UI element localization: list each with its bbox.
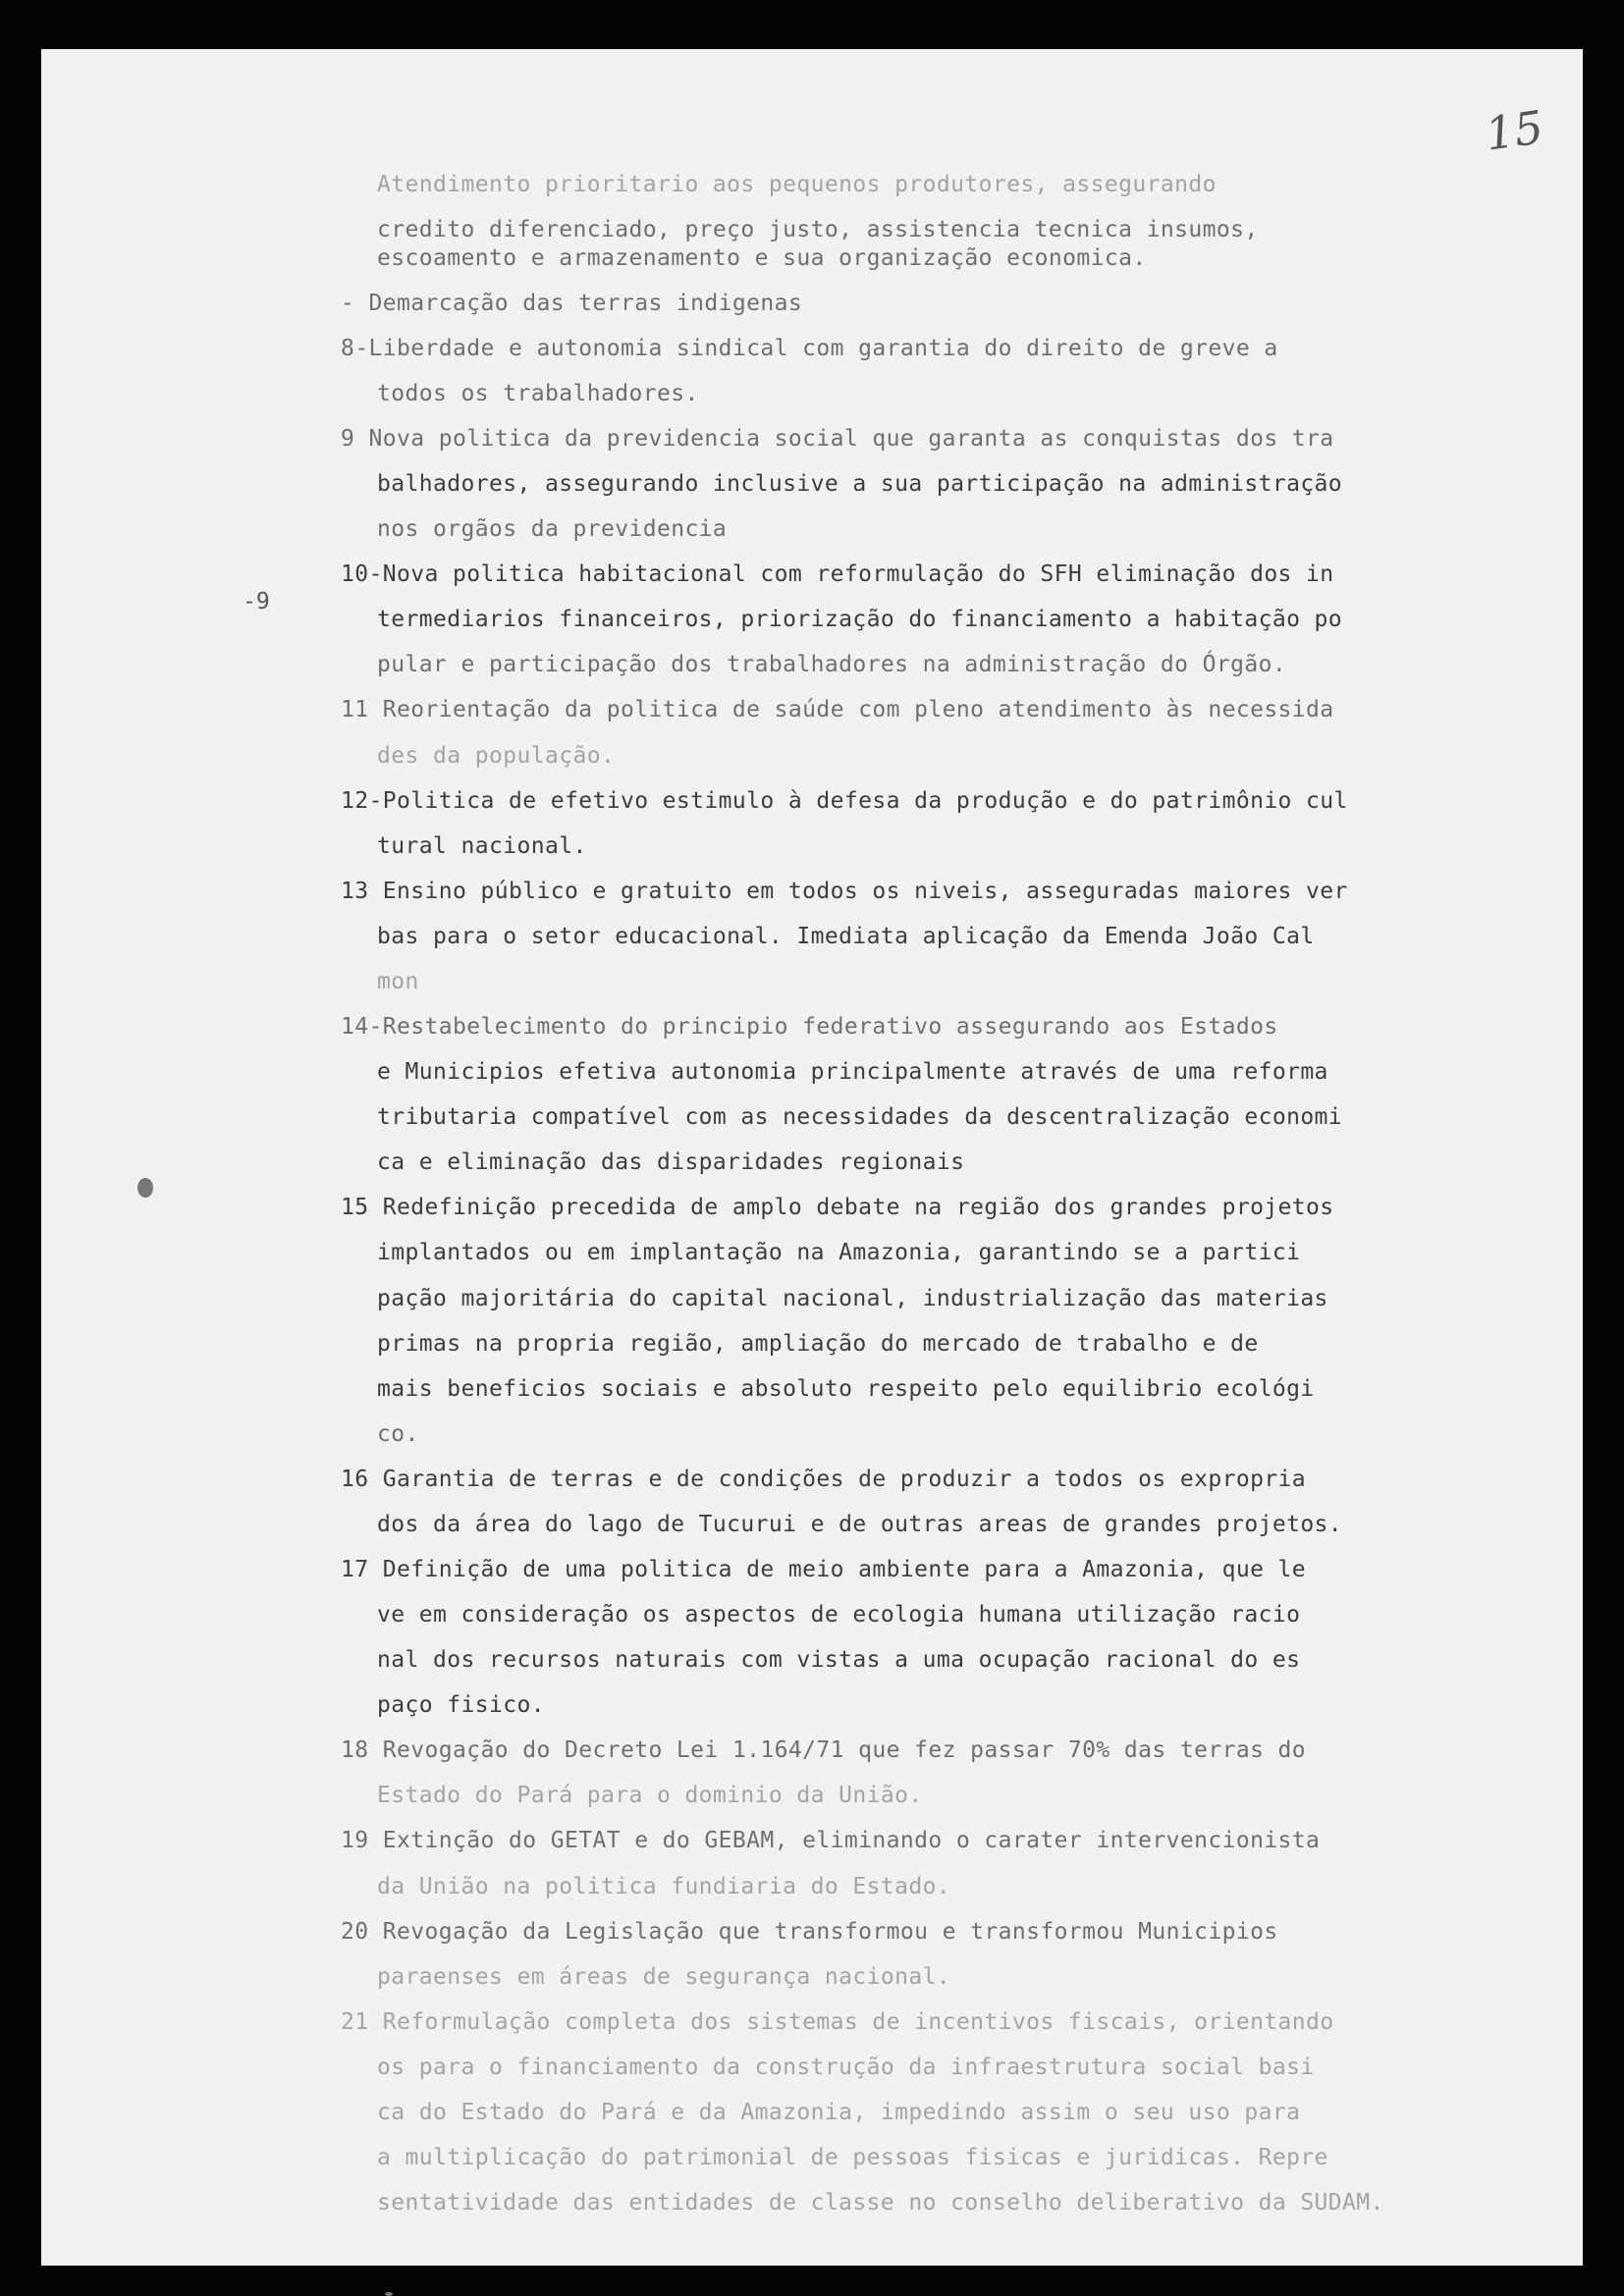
scan-speck <box>137 1178 153 1198</box>
document-line: termediarios financeiros, priorização do financiamento a habitação po <box>377 607 1343 633</box>
document-line: 12-Politica de efetivo estimulo à defesa da produção e do patrimônio cul <box>341 787 1348 814</box>
document-body <box>41 49 1583 2266</box>
document-line: 11 Reorientação da politica de saúde com pleno atendimento às necessida <box>341 697 1334 723</box>
document-line: 18 Revogação do Decreto Lei 1.164/71 que fez passar 70% das terras do <box>341 1737 1307 1764</box>
document-line: Estado do Pará para o dominio da União. <box>377 1783 923 1809</box>
document-line: pação majoritária do capital nacional, industrialização das materias <box>377 1285 1328 1311</box>
document-line: 20 Revogação da Legislação que transformou e transformou Municipios <box>341 1918 1278 1945</box>
document-line: 10-Nova politica habitacional com reformulação do SFH eliminação dos in <box>341 561 1334 588</box>
scan-speck <box>385 2292 393 2296</box>
document-line: ve em consideração os aspectos de ecologia humana utilização racio <box>377 1602 1301 1629</box>
document-line: 21 Reformulação completa dos sistemas de incentivos fiscais, orientando <box>341 2008 1334 2035</box>
document-line: escoamento e armazenamento e sua organização economica. <box>377 244 1147 271</box>
document-line: des da população. <box>377 742 616 769</box>
document-line: e Municipios efetiva autonomia principalmente através de uma reforma <box>377 1059 1328 1086</box>
document-line: paço fisico. <box>377 1692 545 1719</box>
document-line: 9 Nova politica da previdencia social que garanta as conquistas dos tra <box>341 426 1334 452</box>
document-line: 15 Redefinição precedida de amplo debate na região dos grandes projetos <box>341 1195 1334 1221</box>
document-line: co. <box>377 1420 419 1447</box>
document-line: - Demarcação das terras indigenas <box>341 290 803 316</box>
document-line: Atendimento prioritario aos pequenos produtores, assegurando <box>377 171 1217 197</box>
document-line: todos os trabalhadores. <box>377 380 699 406</box>
document-line: dos da área do lago de Tucurui e de outras areas de grandes projetos. <box>377 1511 1343 1537</box>
document-line: sentatividade das entidades de classe no conselho deliberativo da SUDAM. <box>377 2190 1384 2216</box>
margin-note: -9 <box>243 589 270 614</box>
document-line: balhadores, assegurando inclusive a sua participação na administração <box>377 471 1343 498</box>
document-line: pular e participação dos trabalhadores na administração do Órgão. <box>377 652 1287 678</box>
document-line: mon <box>377 968 419 994</box>
document-line: primas na propria região, ampliação do mercado de trabalho e de <box>377 1330 1259 1357</box>
document-page <box>41 49 1583 2266</box>
document-line: mais beneficios sociais e absoluto respeito pelo equilibrio ecológi <box>377 1375 1315 1402</box>
document-line: 19 Extinção do GETAT e do GEBAM, eliminando o carater intervencionista <box>341 1828 1321 1854</box>
document-line: tributaria compatível com as necessidades da descentralização economi <box>377 1104 1343 1131</box>
document-line: nos orgãos da previdencia <box>377 516 728 543</box>
handwritten-page-number: 15 <box>1482 100 1547 161</box>
document-line: paraenses em áreas de segurança nacional. <box>377 1963 951 1990</box>
document-line: tural nacional. <box>377 832 587 859</box>
document-line: credito diferenciado, preço justo, assistencia tecnica insumos, <box>377 216 1259 242</box>
document-line: a multiplicação do patrimonial de pessoas fisicas e juridicas. Repre <box>377 2145 1328 2171</box>
document-line: os para o financiamento da construção da infraestrutura social basi <box>377 2054 1315 2080</box>
document-line: nal dos recursos naturais com vistas a uma ocupação racional do es <box>377 1647 1301 1674</box>
document-line: 13 Ensino público e gratuito em todos os niveis, asseguradas maiores ver <box>341 878 1348 904</box>
document-line: bas para o setor educacional. Imediata aplicação da Emenda João Cal <box>377 923 1315 949</box>
document-line: ca e eliminação das disparidades regionais <box>377 1149 965 1176</box>
document-line: 16 Garantia de terras e de condições de produzir a todos os expropria <box>341 1466 1307 1492</box>
document-line: 14-Restabelecimento do principio federativo assegurando aos Estados <box>341 1014 1278 1041</box>
document-line: 17 Definição de uma politica de meio ambiente para a Amazonia, que le <box>341 1557 1307 1582</box>
document-line: ca do Estado do Pará e da Amazonia, impedindo assim o seu uso para <box>377 2099 1301 2125</box>
document-line: 8-Liberdade e autonomia sindical com garantia do direito de greve a <box>341 335 1278 361</box>
document-line: implantados ou em implantação na Amazonia, garantindo se a partici <box>377 1240 1301 1266</box>
document-line: da União na politica fundiaria do Estado. <box>377 1873 951 1899</box>
